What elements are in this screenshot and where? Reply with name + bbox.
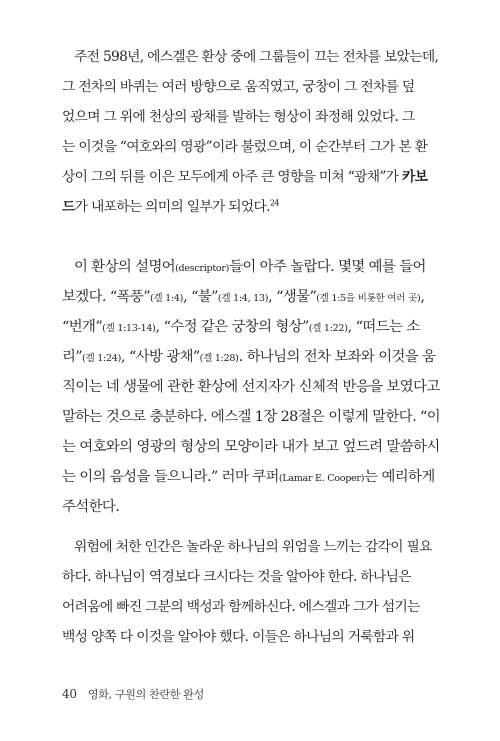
text-run: (Lamar E. Cooper): [278, 473, 365, 484]
text-line: [62, 102, 452, 132]
text-run: 는 이것을 “여호와의 영광”이라 불렀으며, 이 순간부터 그가 본 환: [62, 139, 428, 155]
text-run: (겔 1:13-14): [102, 323, 156, 334]
footnote-marker: 24: [269, 198, 279, 208]
text-run: , “떠드는 소: [347, 319, 420, 335]
text-line: [62, 622, 452, 652]
page-number: 40: [62, 687, 77, 701]
text-line: [62, 42, 452, 72]
text-run: (겔 1:4): [149, 293, 184, 304]
text-run: (겔 1:28): [199, 353, 239, 364]
text-line: [62, 72, 452, 102]
text-line: [62, 192, 452, 222]
text-run: (겔 1:24): [82, 353, 122, 364]
text-run: . 하나님의 전차 보좌와 이것을 움: [238, 349, 436, 365]
text-run: (겔 1:5을 비롯한 여러 곳): [316, 293, 421, 304]
text-line: [62, 342, 452, 372]
text-line: [62, 282, 452, 312]
text-run: 는 예리하게: [364, 469, 435, 485]
text-run: 그 전차의 바퀴는 여러 방향으로 움직였고, 궁창이 그 전차를 덮: [62, 79, 415, 95]
text-run: 었으며 그 위에 천상의 광채를 발하는 형상이 좌정해 있었다. 그: [62, 109, 415, 125]
running-title: 영화, 구원의 찬란한 완성: [87, 688, 204, 701]
text-line: [62, 252, 452, 282]
paragraph-1: [62, 42, 452, 222]
text-run: 리”: [62, 349, 83, 365]
text-run: (descriptor): [175, 263, 230, 274]
text-run: 주전 598년, 에스겔은 환상 중에 그룹들이 끄는 전차를 보았는데,: [74, 49, 439, 65]
page-footer: [62, 686, 204, 702]
text-line: [62, 432, 452, 462]
text-run: 는 여호와의 영광의 형상의 모양이라 내가 보고 엎드려 말씀하시: [62, 439, 440, 455]
text-run: , “생물”: [268, 289, 317, 305]
text-run: 하다. 하나님이 역경보다 크시다는 것을 알아야 한다. 하나님은: [62, 569, 411, 585]
text-run: 백성 양쪽 다 이것을 알아야 했다. 이들은 하나님의 거룩함과 위: [62, 629, 415, 645]
text-run: 보겠다. “폭풍”: [62, 289, 150, 305]
paragraph-3: [62, 532, 452, 652]
text-line: [62, 532, 452, 562]
text-line: [62, 372, 452, 402]
text-run: ,: [420, 289, 425, 305]
text-line: [62, 462, 452, 492]
paragraph-2: [62, 252, 452, 522]
text-run: , “사방 광채”: [121, 349, 200, 365]
text-run: 주석한다.: [62, 499, 120, 515]
text-run: “번개”: [62, 319, 103, 335]
text-run: 는 이의 음성을 들으니라.” 러마 쿠퍼: [62, 469, 279, 485]
text-run: 카보: [402, 169, 428, 185]
text-run: 직이는 네 생물에 관한 환상에 선지자가 신체적 반응을 보였다고: [62, 379, 440, 395]
text-line: [62, 592, 452, 622]
text-line: [62, 312, 452, 342]
text-run: 드: [62, 199, 75, 215]
text-run: 말하는 것으로 충분하다. 에스겔 1장 28절은 이렇게 말한다. “이: [62, 409, 441, 425]
text-line: [62, 402, 452, 432]
text-run: (겔 1:22): [308, 323, 348, 334]
text-run: 이 환상의 설명어: [74, 259, 176, 275]
text-run: 들이 아주 놀랍다. 몇몇 예를 들어: [229, 259, 426, 275]
text-run: 가 내포하는 의미의 일부가 되었다.: [74, 199, 270, 215]
text-line: [62, 492, 452, 522]
text-run: (겔 1:4, 13): [217, 293, 269, 304]
text-line: [62, 132, 452, 162]
text-run: , “불”: [183, 289, 218, 305]
text-line: [62, 162, 452, 192]
text-run: 어려움에 빠진 그분의 백성과 함께하신다. 에스겔과 그가 섬기는: [62, 599, 420, 615]
text-run: 상이 그의 뒤를 이은 모두에게 아주 큰 영향을 미쳐 “광채”가: [62, 169, 403, 185]
text-run: 위험에 처한 인간은 놀라운 하나님의 위엄을 느끼는 감각이 필요: [74, 539, 432, 555]
text-line: [62, 562, 452, 592]
text-run: , “수정 같은 궁창의 형상”: [155, 319, 309, 335]
